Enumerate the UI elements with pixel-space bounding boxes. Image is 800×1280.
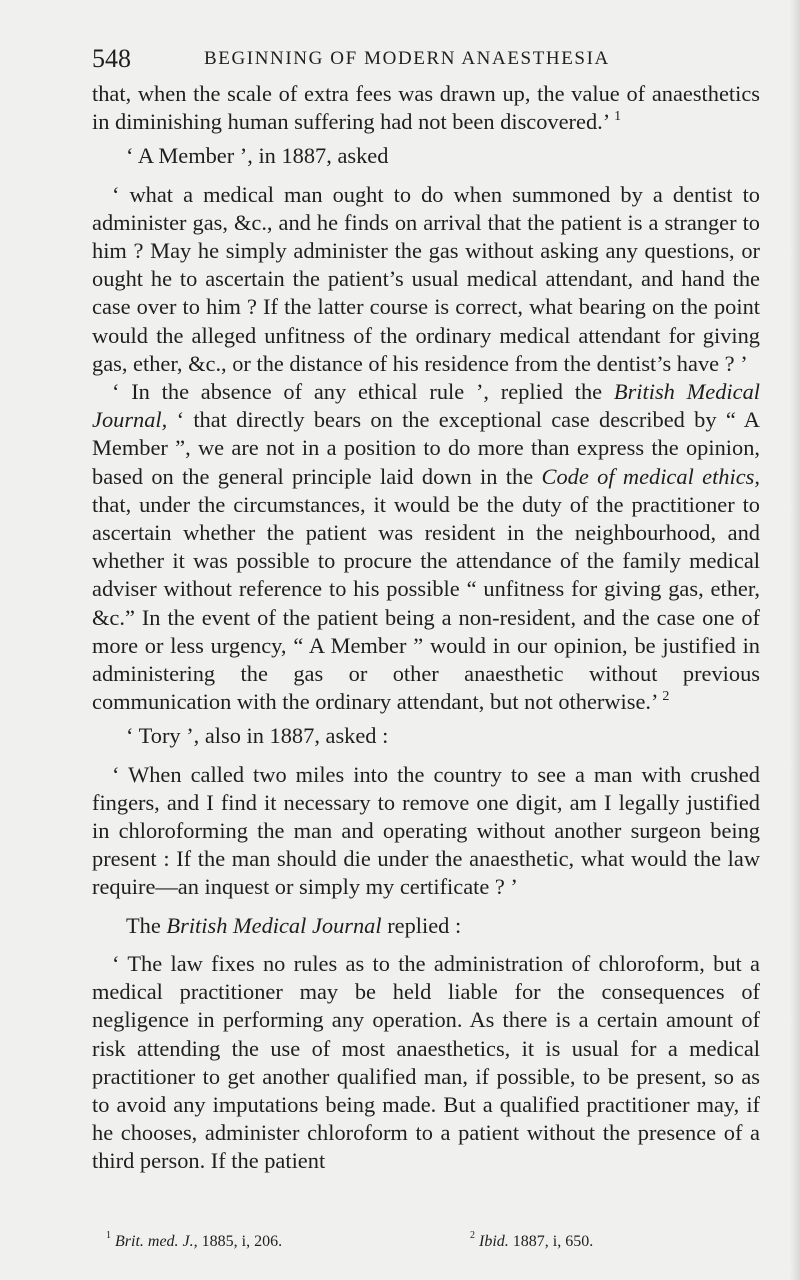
paragraph-bmj-replied: The British Medical Journal replied : xyxy=(126,912,462,938)
quote-bmj-reply-1: ‘ In the absence of any ethical rule ’, replied the British Medical Journal, ‘ that directly bears on the exceptional case described by “ A Member ”, we are not in a position to do more than express the opinion, based on the general principle laid down in the Code of medical ethics, that, under the circumstances, it would be the duty of the practitioner to ascertain whether the patient was resident in the neighbourhood, and whether it was possible to procure the attendance of the family medical adviser without reference to his possible “ unfitness for giving gas, ether, &c.” In the event of the patient being a non-resident, and the case one of more or less urgency, “ A Member ” would in our opinion, be justified in administering the gas or other anaesthetic without previous communication with the ordinary attendant, but not otherwise.’ $^2$ xyxy=(92,379,760,715)
body-text xyxy=(92,80,760,1176)
running-title: BEGINNING OF MODERN ANAESTHESIA xyxy=(204,48,610,69)
quote-bmj-reply-2: ‘ The law fixes no rules as to the administration of chloroform, but a medical practitioner may be held liable for the consequences of negligence in performing any operation. As there is a certain amount of risk attending the use of most anaesthetics, it is usual for a medical practitioner to get another qualified man, if possible, to be present, so as to avoid any imputations being made. But a qualified practitioner may, if he chooses, administer chloroform to a patient without the presence of a third person. If the patient xyxy=(92,950,760,1174)
journal-title-2: British Medical Journal xyxy=(166,912,382,938)
footnote-2: $^2$ Ibid. 1887, i, 650. xyxy=(470,1229,594,1250)
page-number: 548 xyxy=(92,44,131,73)
paragraph-1: that, when the scale of extra fees was drawn up, the value of anaesthetics in diminishing human suffering had not been discovered.’ $^1$ xyxy=(92,81,760,135)
paragraph-tory: ‘ Tory ’, also in 1887, asked : xyxy=(126,723,389,749)
page-edge-shadow xyxy=(790,0,800,1280)
footnote-1: $^1$ Brit. med. J., 1885, i, 206. xyxy=(106,1229,283,1250)
quote-tory-question: ‘ When called two miles into the country to see a man with crushed fingers, and I find it necessary to remove one digit, am I legally justified in chloroforming the man and operating without another surgeon being present : If the man should die under the anaesthetic, what would the law require—an inquest or simply my certificate ? ’ xyxy=(92,761,760,900)
code-title: Code of medical ethics, xyxy=(541,463,760,489)
paragraph-2: ‘ A Member ’, in 1887, asked xyxy=(126,143,389,169)
footnote-ref-2: 2 xyxy=(662,688,670,704)
footnote-ref-1: 1 xyxy=(614,108,622,124)
page-header xyxy=(92,44,760,76)
journal-title: British Medical Journal, xyxy=(92,379,760,433)
quote-member-question: ‘ what a medical man ought to do when summoned by a dentist to administer gas, &c., and he finds on arrival that the patient is a stranger to him ? May he simply administer the gas without asking any questions, or ought he to ascertain the patient’s usual medical attendant, and hand the case over to him ? If the latter course is correct, what bearing on the point would the alleged unfitness of the ordinary medical attendant for giving gas, ether, &c., or the distance of his residence from the dentist’s have ? ’ xyxy=(92,181,760,376)
